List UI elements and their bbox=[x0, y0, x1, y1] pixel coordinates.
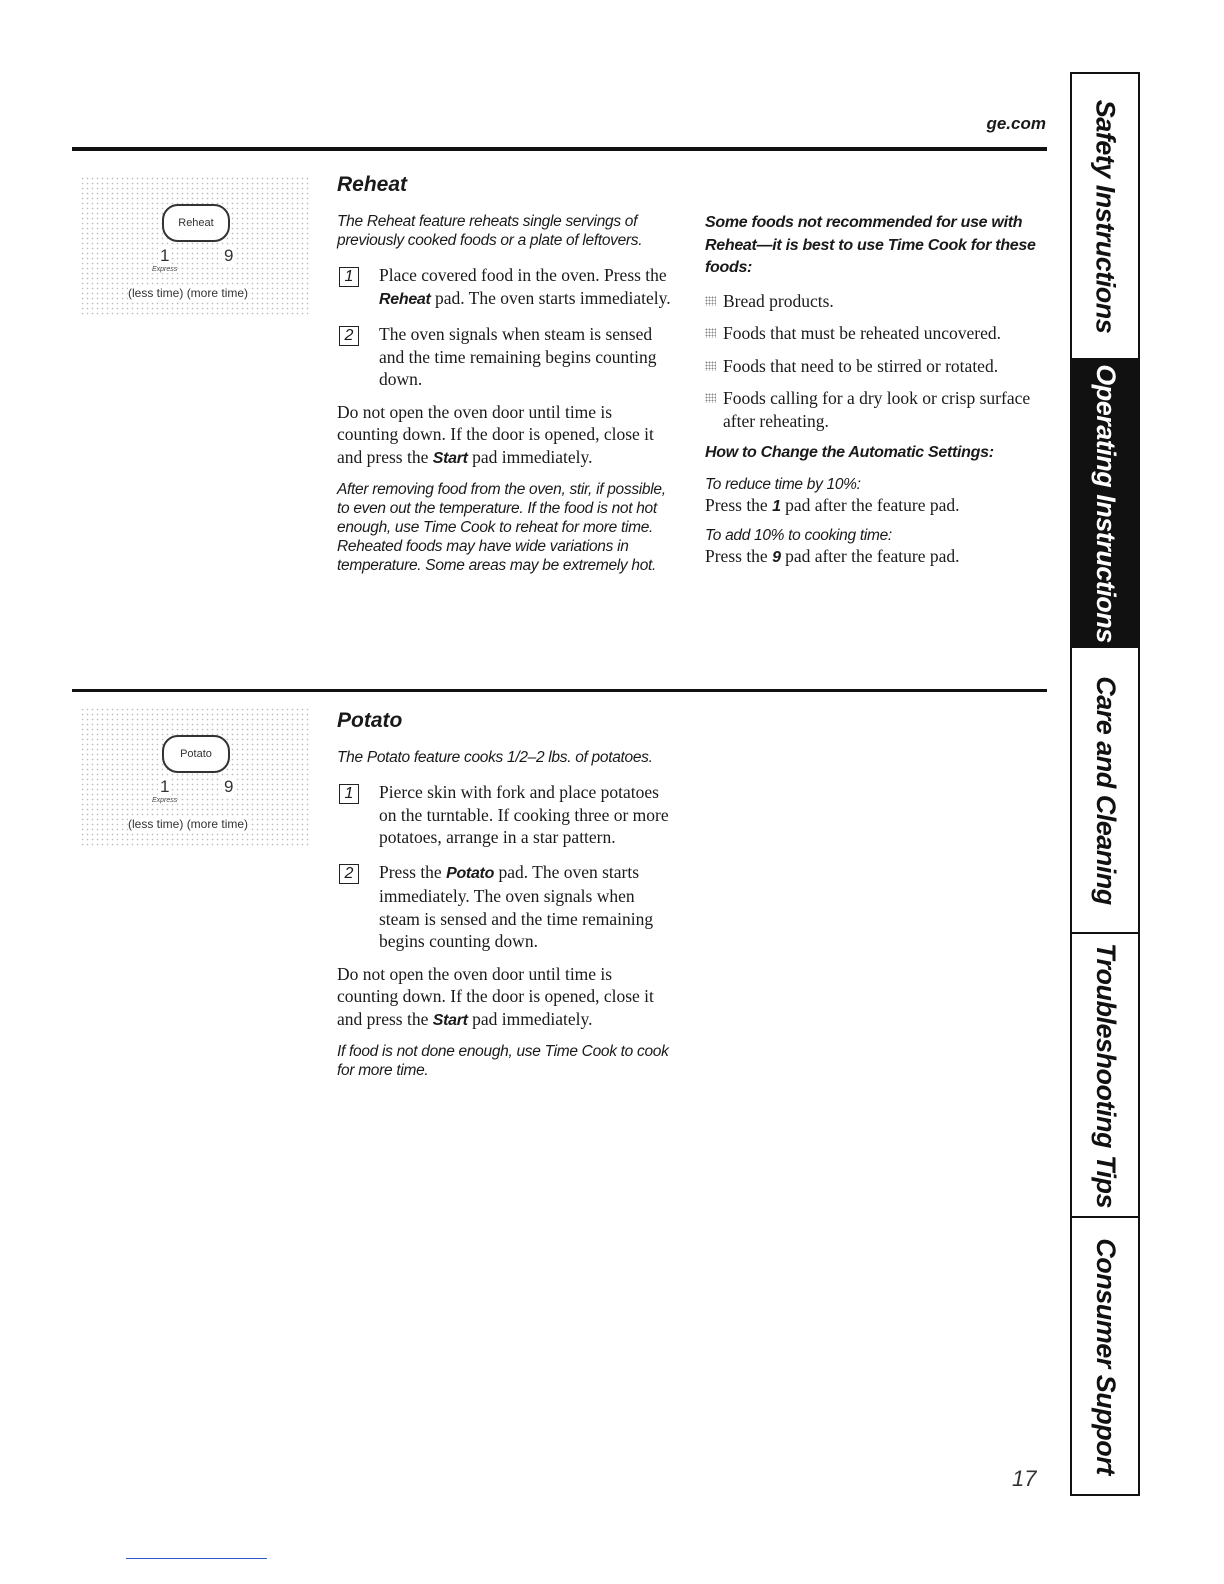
list-item: Foods that must be reheated uncovered. bbox=[705, 322, 1045, 345]
footer-line bbox=[126, 1558, 267, 1559]
pad-9: 9 bbox=[224, 777, 234, 796]
list-item: Bread products. bbox=[705, 290, 1045, 313]
reheat-tips bbox=[705, 212, 1045, 570]
section-tabs bbox=[1070, 72, 1140, 1496]
change-settings-header: How to Change the Automatic Settings: bbox=[705, 444, 994, 461]
tab-operating-instructions[interactable]: Operating Instructions bbox=[1072, 360, 1138, 648]
add-instruction: Press the 9 pad after the feature pad. bbox=[705, 546, 960, 566]
potato-note: If food is not done enough, use Time Cook to cook for more time. bbox=[337, 1043, 669, 1079]
tab-care-and-cleaning[interactable]: Care and Cleaning bbox=[1072, 648, 1138, 934]
site-url: ge.com bbox=[986, 114, 1046, 133]
step-1: 1 Place covered food in the oven. Press the Reheat pad. The oven starts immediately. bbox=[337, 264, 677, 311]
pad-1: 1 bbox=[160, 246, 170, 265]
section-title: Reheat bbox=[337, 173, 408, 196]
tab-troubleshooting-tips[interactable]: Troubleshooting Tips bbox=[1072, 934, 1138, 1218]
time-adjust-labels: (less time) (more time) bbox=[128, 286, 249, 300]
express-label: Express bbox=[152, 266, 178, 273]
section-intro: The Potato feature cooks 1/2–2 lbs. of potatoes. bbox=[337, 749, 653, 766]
potato-section bbox=[337, 708, 677, 1080]
step-number: 2 bbox=[339, 864, 359, 884]
step-number: 1 bbox=[339, 267, 359, 287]
step-1: 1 Pierce skin with fork and place potatoes on the turntable. If cooking three or more potatoes, arrange in a star pattern. bbox=[337, 781, 677, 849]
section-divider bbox=[72, 689, 1047, 692]
potato-panel-illustration bbox=[80, 707, 310, 847]
potato-pad: Potato bbox=[162, 735, 230, 773]
reheat-panel-illustration bbox=[80, 176, 310, 316]
add-label: To add 10% to cooking time: bbox=[705, 527, 892, 544]
not-recommended-header: Some foods not recommended for use with Reheat—it is best to use Time Cook for these foods: bbox=[705, 214, 1036, 276]
reheat-note: After removing food from the oven, stir, if possible, to even out the temperature. If the food is not hot enough, use Time Cook to reheat for more time. Reheated foods may have wide variations in temperature. Some areas may be extremely hot. bbox=[337, 481, 666, 574]
reheat-pad: Reheat bbox=[162, 204, 230, 242]
reduce-label: To reduce time by 10%: bbox=[705, 475, 861, 493]
door-warning: Do not open the oven door until time is counting down. If the door is opened, close it and press the Start pad immediately. bbox=[337, 401, 654, 467]
step-2: 2 The oven signals when steam is sensed and the time remaining begins counting down. bbox=[337, 323, 677, 391]
time-adjust-labels: (less time) (more time) bbox=[128, 817, 249, 831]
pad-9: 9 bbox=[224, 246, 234, 265]
section-intro: The Reheat feature reheats single servings of previously cooked foods or a plate of leftovers. bbox=[337, 213, 643, 249]
list-item: Foods that need to be stirred or rotated. bbox=[705, 355, 1045, 378]
step-number: 2 bbox=[339, 326, 359, 346]
list-item: Foods calling for a dry look or crisp surface after reheating. bbox=[705, 387, 1045, 432]
reheat-section bbox=[337, 172, 677, 575]
section-divider bbox=[72, 147, 1047, 151]
tab-consumer-support[interactable]: Consumer Support bbox=[1090, 1237, 1121, 1475]
reduce-instruction: Press the 1 pad after the feature pad. bbox=[705, 494, 960, 515]
page-number: 17 bbox=[1012, 1466, 1037, 1491]
express-label: Express bbox=[152, 797, 178, 804]
pad-1: 1 bbox=[160, 777, 170, 796]
step-2: 2 Press the Potato pad. The oven starts immediately. The oven signals when steam is sensed and the time remaining begins counting down. bbox=[337, 861, 677, 953]
tab-safety-instructions[interactable]: Safety Instructions bbox=[1072, 74, 1138, 360]
step-number: 1 bbox=[339, 784, 359, 804]
door-warning: Do not open the oven door until time is counting down. If the door is opened, close it and press the Start pad immediately. bbox=[337, 963, 654, 1029]
section-title: Potato bbox=[337, 709, 403, 732]
